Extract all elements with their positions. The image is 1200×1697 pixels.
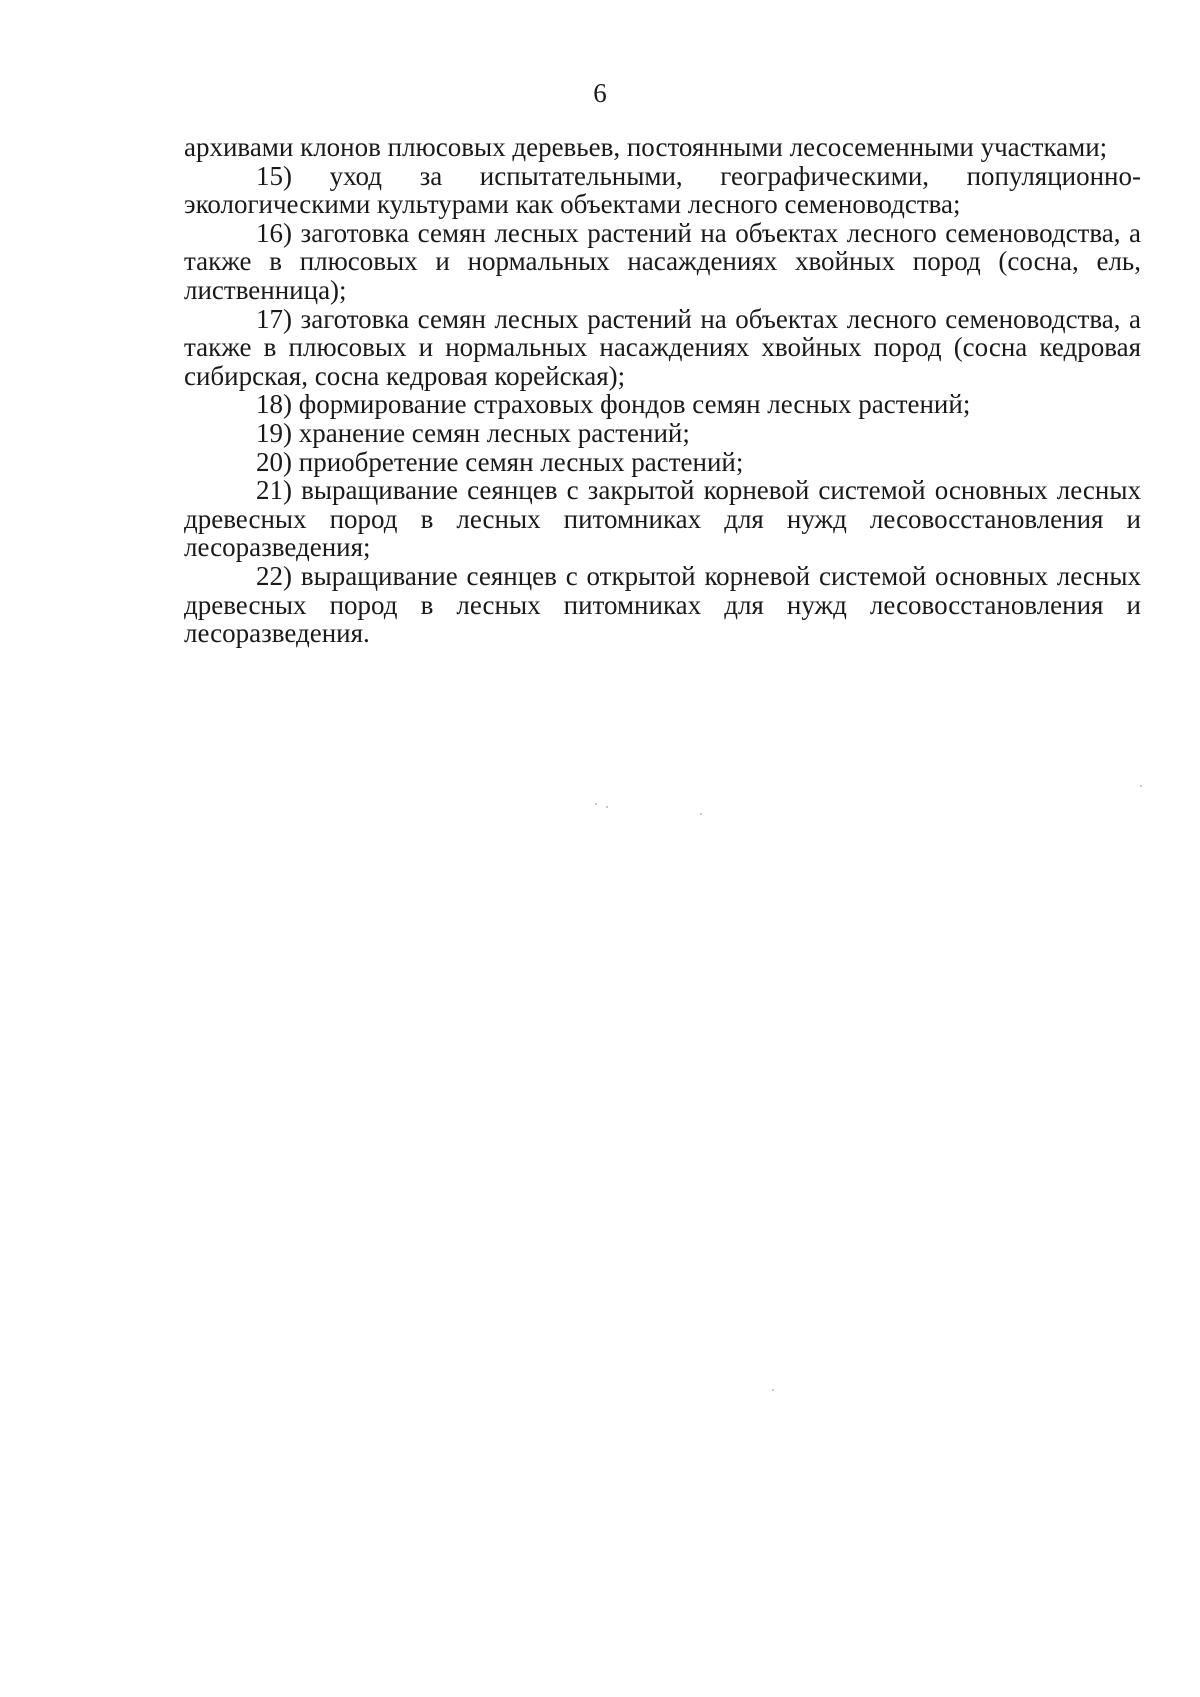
list-item-text: формирование страховых фондов семян лесных растений;: [298, 389, 971, 420]
list-item-16: [184, 219, 1141, 305]
list-item-text: заготовка семян лесных растений на объектах лесного семеноводства, а также в плюсовых и нормальных насаждениях хвойных пород (сосна, ель, лиственница);: [184, 217, 1142, 305]
document-body: [184, 133, 1141, 648]
list-item-number: 18): [256, 389, 292, 420]
list-item-18: [184, 390, 1141, 419]
scan-speck: [700, 813, 702, 815]
list-item-17: [184, 305, 1141, 391]
list-item-number: 22): [256, 560, 292, 591]
scan-speck: [606, 806, 608, 808]
list-item-text: выращивание сеянцев с открытой корневой системой основных лесных древесных пород в лесных питомниках для нужд лесовосстановления и лесоразведения.: [184, 560, 1141, 649]
list-item-number: 21): [256, 475, 292, 506]
list-item-21: [184, 476, 1141, 562]
list-item-20: [184, 448, 1141, 477]
scan-speck: [595, 803, 597, 805]
list-item-text: хранение семян лесных растений;: [298, 417, 690, 448]
list-item-15: [184, 162, 1141, 219]
list-item-text: уход за испытательными, географическими, популяционно-экологическими культурами как объектами лесного семеноводства;: [184, 160, 1141, 220]
continuation-paragraph: архивами клонов плюсовых деревьев, постоянными лесосеменными участками;: [184, 132, 1108, 162]
list-item-text: приобретение семян лесных растений;: [298, 446, 744, 477]
list-item-number: 20): [256, 446, 292, 477]
list-item-22: [184, 562, 1141, 648]
scan-speck: [772, 1389, 774, 1391]
list-item-number: 16): [256, 217, 292, 248]
list-item-text: выращивание сеянцев с закрытой корневой системой основных лесных древесных пород в лесных питомниках для нужд лесовосстановления и лесоразведения;: [184, 475, 1141, 563]
list-item-number: 17): [256, 303, 292, 334]
scan-speck: [1140, 785, 1142, 787]
list-item-text: заготовка семян лесных растений на объектах лесного семеноводства, а также в плюсовых и нормальных насаждениях хвойных пород (сосна кедровая сибирская, сосна кедровая корейская);: [184, 303, 1142, 391]
list-item-number: 15): [256, 160, 292, 191]
list-item-19: [184, 419, 1141, 448]
list-item-number: 19): [256, 417, 292, 448]
page-number: 6: [593, 78, 607, 108]
